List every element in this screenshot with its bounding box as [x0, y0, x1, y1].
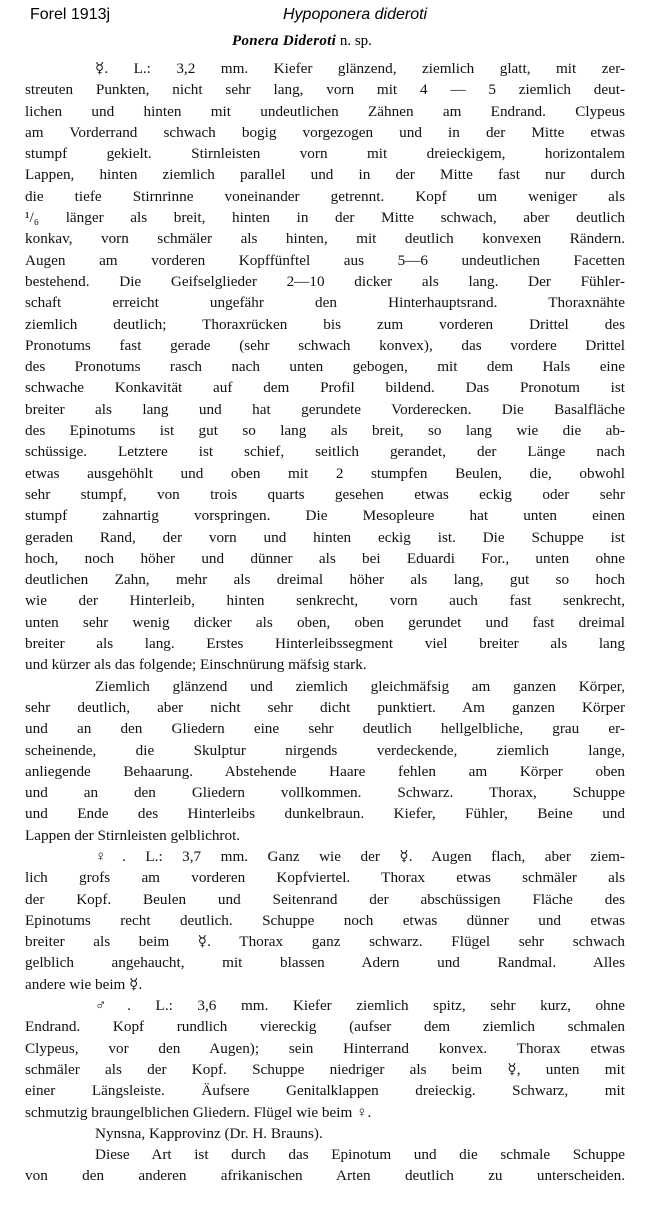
text-line: Ziemlich glänzend und ziemlich gleichmäfsig am ganzen Körper, [95, 677, 625, 695]
text-line: ☿. L.: 3,2 mm. Kiefer glänzend, ziemlich glatt, mit zer- [95, 60, 625, 77]
text-line: lichen und hinten mit undeutlichen Zähnen am Endrand. Clypeus [25, 102, 625, 120]
text-line: deutlichen Zahn, mehr als dreimal höher als lang, gut so hoch [25, 571, 625, 589]
text-line: hoch, noch höher und dünner als bei Eduardi For., unten ohne [25, 549, 625, 567]
text-line: am Vorderrand schwach bogig vorgezogen und in der Mitte etwas [25, 123, 625, 141]
text-line: der Kopf. Beulen und Seitenrand der abschüssigen Fläche des [25, 890, 625, 908]
text-line: und kürzer als das folgende; Einschnürung mäfsig stark. [25, 656, 367, 674]
text-line: und Ende des Hinterleibs dunkelbraun. Kiefer, Fühler, Beine und [25, 805, 625, 823]
text-line: breiter als lang. Erstes Hinterleibssegment viel breiter als lang [25, 635, 625, 653]
text-line: sehr stumpf, von trois quarts gesehen etwas eckig oder sehr [25, 485, 625, 503]
text-line: anliegende Behaarung. Abstehende Haare fehlen am Körper oben [25, 762, 625, 780]
text-line: ¹/₆ länger als breit, hinten in der Mitte schwach, aber deutlich [25, 209, 625, 227]
text-line: lich grofs am vorderen Kopfviertel. Thorax etwas schmäler als [25, 869, 625, 887]
text-line: die tiefe Stirnrinne voneinander getrennt. Kopf um weniger als [25, 187, 625, 205]
text-line: Endrand. Kopf rundlich viereckig (aufser dem ziemlich schmalen [25, 1018, 625, 1036]
text-line: wie der Hinterleib, hinten senkrecht, vorn auch fast senkrecht, [25, 592, 625, 610]
text-line: geraden Rand, der vorn und hinten eckig ist. Die Schuppe ist [25, 528, 625, 546]
source-citation: Forel 1913j [30, 6, 111, 23]
text-line: etwas ausgehöhlt und oben mit 2 stumpfen Beulen, die, obwohl [25, 464, 625, 482]
text-line: ♂. L.: 3,6 mm. Kiefer ziemlich spitz, sehr kurz, ohne [95, 997, 625, 1015]
text-line: scheinende, die Skulptur nirgends verdeckende, ziemlich lange, [25, 741, 625, 759]
text-line: unten sehr wenig dicker als oben, oben gerundet und fast dreimal [25, 613, 625, 631]
text-line: ziemlich deutlich; Thoraxrücken bis zum vorderen Drittel des [25, 315, 625, 333]
description-text [25, 58, 625, 1187]
text-line: stumpf gekielt. Stirnleisten vorn mit dreieckigem, horizontalem [25, 145, 625, 163]
text-line: schwache Konkavität auf dem Profil bildend. Das Pronotum ist [25, 379, 625, 397]
text-line: schmäler als der Kopf. Schuppe niedriger als beim ☿, unten mit [25, 1060, 625, 1078]
taxon-title [232, 33, 372, 50]
text-line: Lappen, hinten ziemlich parallel und in der Mitte fast nur durch [25, 166, 625, 184]
text-line: konkav, vorn schmäler als hinten, mit deutlich konvexen Rändern. [25, 230, 625, 248]
text-line: schaft erreicht ungefähr den Hinterhauptsrand. Thoraxnähte [25, 294, 625, 312]
text-line: des Epinotums ist gut so lang als breit, so lang wie die ab- [25, 422, 625, 440]
text-line: breiter als beim ☿. Thorax ganz schwarz. Flügel sehr schwach [25, 933, 625, 951]
taxon-status: n. sp. [336, 33, 372, 49]
text-line: und an den Gliedern vollkommen. Schwarz. Thorax, Schuppe [25, 784, 625, 802]
text-line: Epinotums recht deutlich. Schuppe noch etwas dünner und etwas [25, 911, 625, 929]
text-line: sehr deutlich, aber nicht sehr dicht punktiert. Am ganzen Körper [25, 698, 625, 716]
text-line: streuten Punkten, nicht sehr lang, vorn mit 4 — 5 ziemlich deut- [25, 81, 625, 99]
text-line: Augen am vorderen Kopffünftel aus 5—6 undeutlichen Facetten [25, 251, 625, 269]
text-line: einer Längsleiste. Äufsere Genitalklappen dreieckig. Schwarz, mit [25, 1082, 625, 1100]
taxon-name: Ponera Dideroti [232, 33, 337, 49]
text-line: des Pronotums rasch nach unten gebogen, mit dem Hals eine [25, 358, 625, 376]
species-name-header: Hypoponera dideroti [283, 6, 428, 23]
text-line: bestehend. Die Geifselglieder 2—10 dicker als lang. Der Fühler- [25, 272, 625, 290]
text-line: Nynsna, Kapprovinz (Dr. H. Brauns). [95, 1124, 323, 1142]
text-line: von den anderen afrikanischen Arten deutlich zu unterscheiden. [25, 1167, 625, 1185]
text-line: ♀. L.: 3,7 mm. Ganz wie der ☿. Augen flach, aber ziem- [95, 847, 625, 865]
text-line: breiter als lang und hat gerundete Vorderecken. Die Basalfläche [25, 400, 625, 418]
text-line: schmutzig braungelblichen Gliedern. Flügel wie beim ♀. [25, 1103, 372, 1121]
text-line: andere wie beim ☿. [25, 975, 143, 993]
text-line: Diese Art ist durch das Epinotum und die schmale Schuppe [95, 1146, 625, 1164]
text-line: und an den Gliedern eine sehr deutlich hellgelbliche, grau er- [25, 720, 625, 738]
text-line: Lappen der Stirnleisten gelblichrot. [25, 826, 241, 844]
text-line: Clypeus, vor den Augen); sein Hinterrand konvex. Thorax etwas [25, 1039, 625, 1057]
text-line: Pronotums fast gerade (sehr schwach konvex), das vordere Drittel [25, 336, 625, 354]
text-line: gelblich angehaucht, mit blassen Adern und Randmal. Alles [25, 954, 625, 972]
text-line: stumpf zahnartig vorspringen. Die Mesopleure hat unten einen [25, 507, 625, 525]
text-line: schüssige. Letztere ist schief, seitlich gerandet, der Länge nach [25, 443, 625, 461]
